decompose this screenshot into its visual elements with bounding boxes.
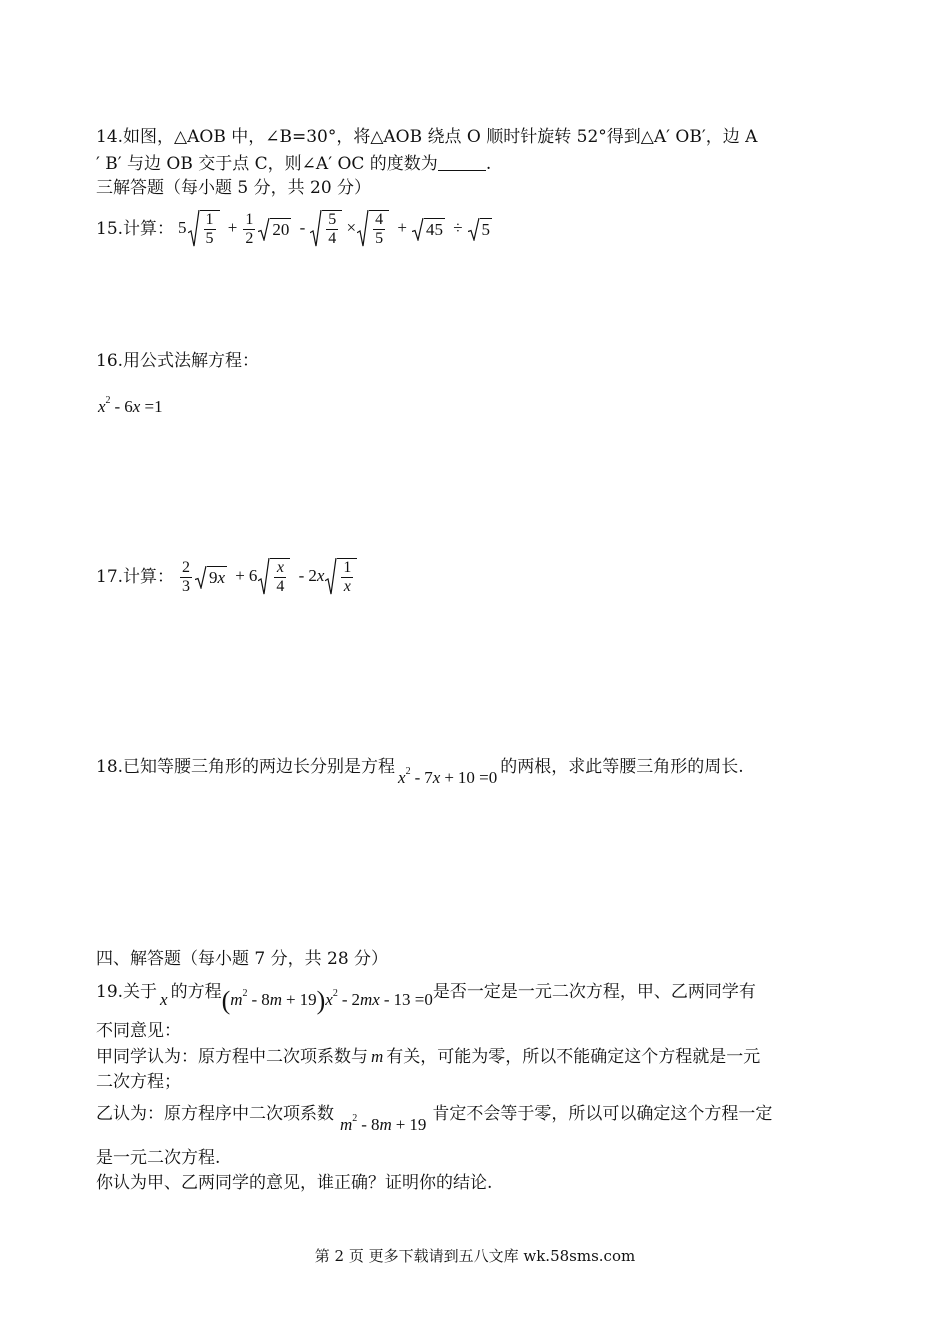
q14-line1: 14.如图，△AOB 中，∠B=30°，将△AOB 绕点 O 顺时针旋转 52°得到△A′ OB′，边 A xyxy=(96,127,758,147)
q19-line4: 二次方程； xyxy=(96,1072,181,1092)
q17-label: 17.计算： xyxy=(96,567,175,587)
q19-line7: 你认为甲、乙两同学的意见，谁正确？证明你的结论. xyxy=(96,1173,493,1193)
q16-equation: $x^2 - 6x =1$ xyxy=(98,395,163,416)
q14-line2: ′ B′ 与边 OB 交于点 C，则∠A′ OC 的度数为 . xyxy=(96,154,492,174)
q19-line3: 甲同学认为：原方程中二次项系数与 m 有关，可能为零，所以不能确定这个方程就是一元 xyxy=(96,1047,761,1067)
q18-text: 18.已知等腰三角形的两边长分别是方程$x^2 - 7x + 10 =0$的两根，求此等腰三角形的周长. xyxy=(96,757,744,787)
section3-heading: 三解答题（每小题 5 分，共 20 分） xyxy=(96,178,372,198)
q19-equation: $(m^2 - 8m + 19)x^2 - 2mx - 13 =0$ xyxy=(221,986,433,1015)
q19-line2: 不同意见： xyxy=(96,1021,181,1041)
q19-line1: 19.关于 x 的方程$(m^2 - 8m + 19)x^2 - 2mx - 13 =0$是否一定是一元二次方程，甲、乙两同学有 xyxy=(96,982,756,1015)
q16-label: 16.用公式法解方程： xyxy=(96,351,260,371)
q19-coefficient: $m^2 - 8m + 19$ xyxy=(340,1113,427,1134)
q18-equation: $x^2 - 7x + 10 =0$ xyxy=(398,766,498,787)
q15-label: 15.计算： xyxy=(96,219,175,239)
answer-blank xyxy=(438,154,486,171)
q17-expression: $\frac{2}{3}$ 9x + 6 $\frac{x}{4}$ - 2x $\frac{1}{x}$ xyxy=(178,558,357,596)
q19-line5: 乙认为：原方程序中二次项系数$m^2 - 8m + 19$肯定不会等于零，所以可以确定这个方程一定 xyxy=(96,1104,773,1134)
section4-heading: 四、解答题（每小题 7 分，共 28 分） xyxy=(96,949,389,969)
page-footer: 第 2 页 更多下载请到五八文库 wk.58sms.com xyxy=(314,1247,636,1265)
q19-line6: 是一元二次方程. xyxy=(96,1148,221,1168)
q15-expression: 5 $\frac{1}{5}$ + $\frac{1}{2}$ 20 - $\frac{5}{4}$ × $\frac{4}{5}$ + 45 ÷ 5 xyxy=(178,210,491,247)
